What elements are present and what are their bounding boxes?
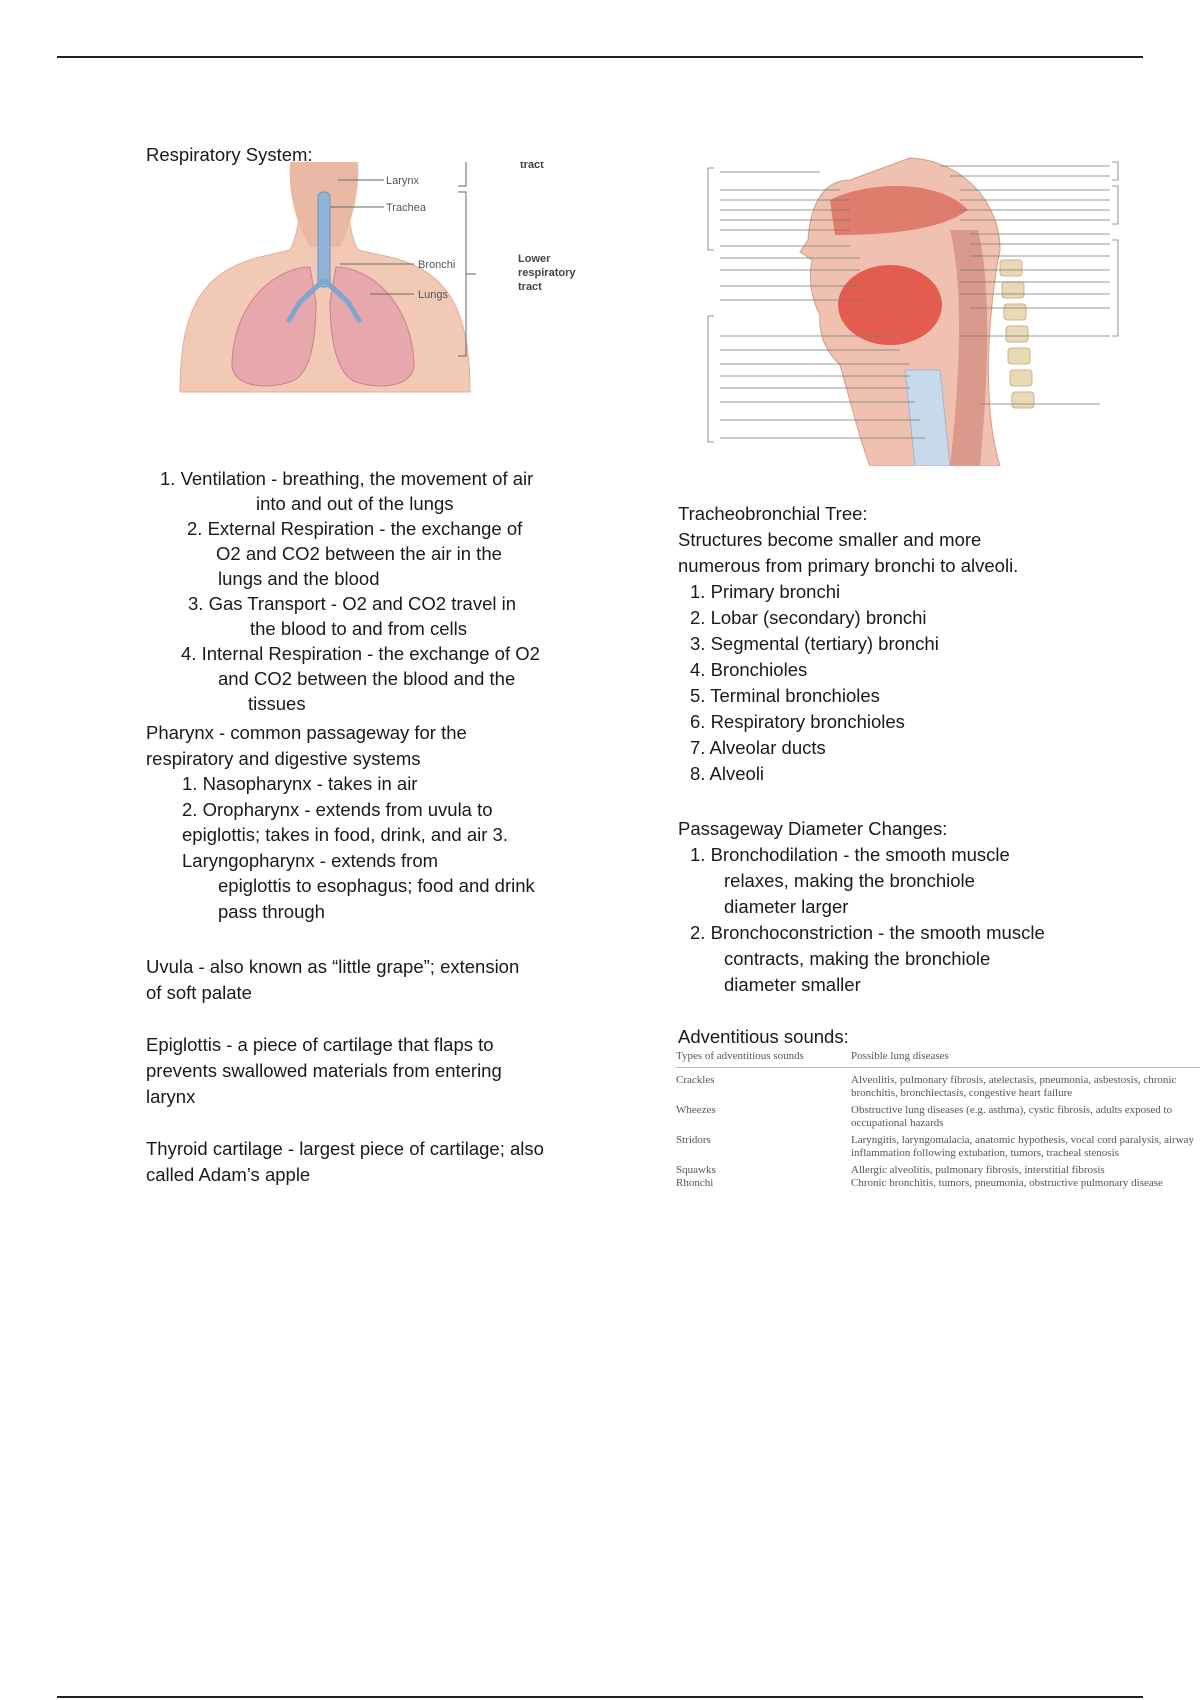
lower-tract-label-3: tract: [518, 281, 542, 293]
pharynx-item: pass through: [218, 900, 325, 922]
table-row: [676, 1177, 1200, 1190]
tree-item: 7. Alveolar ducts: [690, 737, 826, 758]
table-cell: Allergic alveolitis, pulmonary fibrosis, interstitial fibrosis: [851, 1164, 1105, 1176]
table-cell: Rhonchi: [676, 1177, 714, 1189]
process-line: and CO2 between the blood and the: [218, 668, 516, 689]
upper-tract-label: tract: [520, 162, 544, 171]
process-line: tissues: [248, 693, 306, 714]
head-sagittal-diagram: [700, 140, 1170, 466]
process-line: into and out of the lungs: [256, 493, 454, 514]
table-row: [676, 1074, 1200, 1100]
table-header-cell: Possible lung diseases: [851, 1050, 949, 1062]
process-list: [146, 466, 616, 716]
process-line: 1. Ventilation - breathing, the movement of air: [160, 468, 534, 489]
bottom-rule: [57, 1696, 1143, 1698]
uvula-line: Uvula - also known as “little grape”; extension: [146, 956, 520, 977]
diameter-line: diameter larger: [724, 896, 849, 917]
top-rule: [57, 56, 1143, 58]
process-item-external-respiration: [146, 516, 616, 591]
table-cell: Obstructive lung diseases (e.g. asthma), cystic fibrosis, adults exposed to occupational hazards: [851, 1104, 1173, 1129]
tree-intro-line: numerous from primary bronchi to alveoli.: [678, 555, 1019, 576]
table-cell: Stridors: [676, 1134, 711, 1146]
epiglottis-line: prevents swallowed materials from entering: [146, 1060, 502, 1081]
diameter-line: 2. Bronchoconstriction - the smooth muscle: [690, 922, 1045, 943]
tree-item: 3. Segmental (tertiary) bronchi: [690, 633, 939, 654]
process-line: lungs and the blood: [218, 568, 380, 589]
bronchi-label: Bronchi: [418, 259, 456, 271]
tree-item: 1. Primary bronchi: [690, 581, 841, 602]
table-row: [676, 1134, 1200, 1160]
trachea-label: Trachea: [386, 202, 426, 214]
tree-item: 2. Lobar (secondary) bronchi: [690, 607, 927, 628]
tree-item: 8. Alveoli: [690, 763, 765, 784]
process-item-ventilation: [146, 466, 616, 516]
tree-item: 5. Terminal bronchioles: [690, 685, 880, 706]
table-cell: Squawks: [676, 1164, 716, 1176]
tracheobronchial-heading: Tracheobronchial Tree:: [678, 503, 868, 524]
table-header-cell: Types of adventitious sounds: [676, 1050, 804, 1062]
diameter-line: 1. Bronchodilation - the smooth muscle: [690, 844, 1010, 865]
respiratory-system-heading: Respiratory System:: [146, 144, 313, 165]
diameter-line: diameter smaller: [724, 974, 861, 995]
tree-list: [678, 579, 1200, 787]
diameter-line: contracts, making the bronchiole: [724, 948, 991, 969]
process-line: O2 and CO2 between the air in the: [216, 543, 502, 564]
epiglottis-definition: [146, 1032, 616, 1110]
adventitious-sounds-table: [676, 1050, 1200, 1194]
table-cell: Laryngitis, laryngomalacia, anatomic hypothesis, vocal cord paralysis, airway inflammation following extubation, tumors, tracheal stenosis: [851, 1134, 1195, 1159]
respiratory-system-diagram: [170, 162, 590, 398]
table-cell: Wheezes: [676, 1104, 716, 1116]
process-line: the blood to and from cells: [250, 618, 467, 639]
larynx-label: Larynx: [386, 175, 420, 187]
thyroid-line: called Adam’s apple: [146, 1164, 311, 1185]
adventitious-heading-wrap: [678, 1024, 1200, 1050]
table-header: [676, 1050, 1200, 1068]
tracheobronchial-section: [678, 501, 1200, 787]
diameter-line: relaxes, making the bronchiole: [724, 870, 975, 891]
process-line: 3. Gas Transport - O2 and CO2 travel in: [188, 593, 517, 614]
lungs-label: Lungs: [418, 289, 448, 301]
lower-tract-label-2: respiratory: [518, 267, 576, 279]
epiglottis-line: larynx: [146, 1086, 196, 1107]
diameter-heading: Passageway Diameter Changes:: [678, 818, 948, 839]
adventitious-heading: Adventitious sounds:: [678, 1026, 849, 1047]
table-row: [676, 1164, 1200, 1177]
table-cell: Crackles: [676, 1074, 715, 1086]
pharynx-item: 1. Nasopharynx - takes in air: [182, 773, 418, 794]
table-cell: Alveolitis, pulmonary fibrosis, atelectasis, pneumonia, asbestosis, chronic bronchitis, bronchiectasis, congestive heart failure: [851, 1074, 1177, 1099]
table-cell: Chronic bronchitis, tumors, pneumonia, obstructive pulmonary disease: [851, 1177, 1163, 1189]
pharynx-item: epiglottis to esophagus; food and drink: [218, 875, 535, 896]
lower-tract-label-1: Lower: [518, 253, 551, 265]
pharynx-item: epiglottis; takes in food, drink, and air 3.: [182, 824, 508, 845]
pharynx-section: [146, 720, 616, 924]
tree-item: 6. Respiratory bronchioles: [690, 711, 905, 732]
epiglottis-line: Epiglottis - a piece of cartilage that flaps to: [146, 1034, 494, 1055]
pharynx-line: Pharynx - common passageway for the: [146, 722, 467, 743]
table-row: [676, 1104, 1200, 1130]
uvula-definition: [146, 954, 616, 1006]
tree-item: 4. Bronchioles: [690, 659, 808, 680]
process-item-internal-respiration: [146, 641, 616, 716]
pharynx-item: Laryngopharynx - extends from: [182, 849, 439, 871]
thyroid-definition: [146, 1136, 616, 1188]
left-column: [146, 142, 596, 168]
pharynx-item: 2. Oropharynx - extends from uvula to: [182, 798, 493, 820]
uvula-line: of soft palate: [146, 982, 252, 1003]
diameter-changes-section: [678, 816, 1200, 998]
process-item-gas-transport: [146, 591, 616, 641]
process-line: 4. Internal Respiration - the exchange of O2: [181, 643, 540, 664]
thyroid-line: Thyroid cartilage - largest piece of cartilage; also: [146, 1138, 544, 1159]
process-line: 2. External Respiration - the exchange of: [187, 518, 523, 539]
pharynx-line: respiratory and digestive systems: [146, 747, 421, 769]
tree-intro-line: Structures become smaller and more: [678, 529, 982, 550]
